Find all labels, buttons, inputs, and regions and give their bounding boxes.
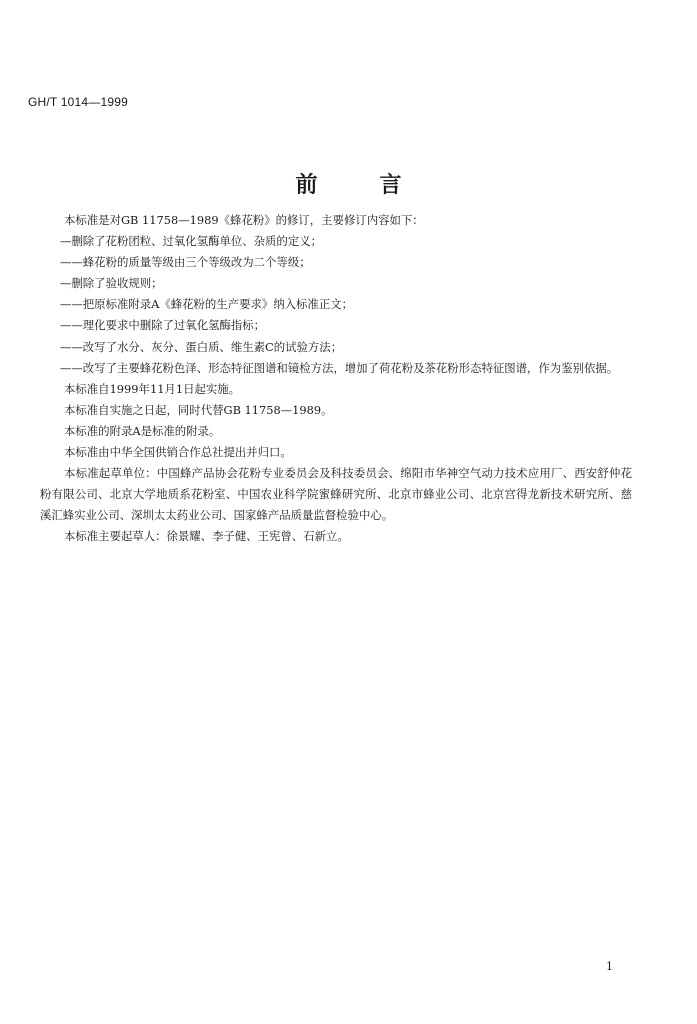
change-item-7: ——改写了主要蜂花粉色泽、形态特征图谱和镜检方法，增加了荷花粉及茶花粉形态特征图谱，作为鉴别依据。 [60,360,619,375]
intro-paragraph: 本标准是对GB 11758—1989《蜂花粉》的修订，主要修订内容如下： [64,213,424,227]
proposed-by-paragraph: 本标准由中华全国供销合作总社提出并归口。 [64,445,292,460]
change-item-5: ——理化要求中删除了过氧化氢酶指标； [60,318,266,333]
change-item-6: ——改写了水分、灰分、蛋白质、维生素C的试验方法； [60,339,343,354]
replaces-paragraph: 本标准自实施之日起，同时代替GB 11758—1989。 [64,402,333,417]
appendix-paragraph: 本标准的附录A是标准的附录。 [64,423,221,438]
document-body [40,210,632,548]
standard-code: GH/T 1014—1999 [28,95,128,109]
drafting-units-paragraph: 本标准起草单位：中国蜂产品协会花粉专业委员会及科技委员会、绵阳市华神空气动力技术应用厂、西安舒仲花粉有限公司、北京大学地质系花粉室、中国农业科学院蜜蜂研究所、北京市蜂业公司、北京宫得龙新技术研究所、慈溪汇蜂实业公司、深圳太太药业公司、国家蜂产品质量监督检验中心。 [40,466,632,523]
change-item-4: ——把原标准附录A《蜂花粉的生产要求》纳入标准正文； [60,297,353,312]
page-title: 前言 [295,172,464,198]
effective-date-paragraph: 本标准自1999年11月1日起实施。 [64,381,241,396]
change-item-3: —删除了验收规则； [60,276,163,291]
page-number: 1 [606,960,613,973]
drafters-paragraph: 本标准主要起草人：徐景耀、李子健、王宪曾、石新立。 [64,529,349,544]
change-item-1: —删除了花粉团粒、过氧化氢酶单位、杂质的定义； [60,234,322,249]
change-item-2: ——蜂花粉的质量等级由三个等级改为二个等级； [60,255,311,270]
